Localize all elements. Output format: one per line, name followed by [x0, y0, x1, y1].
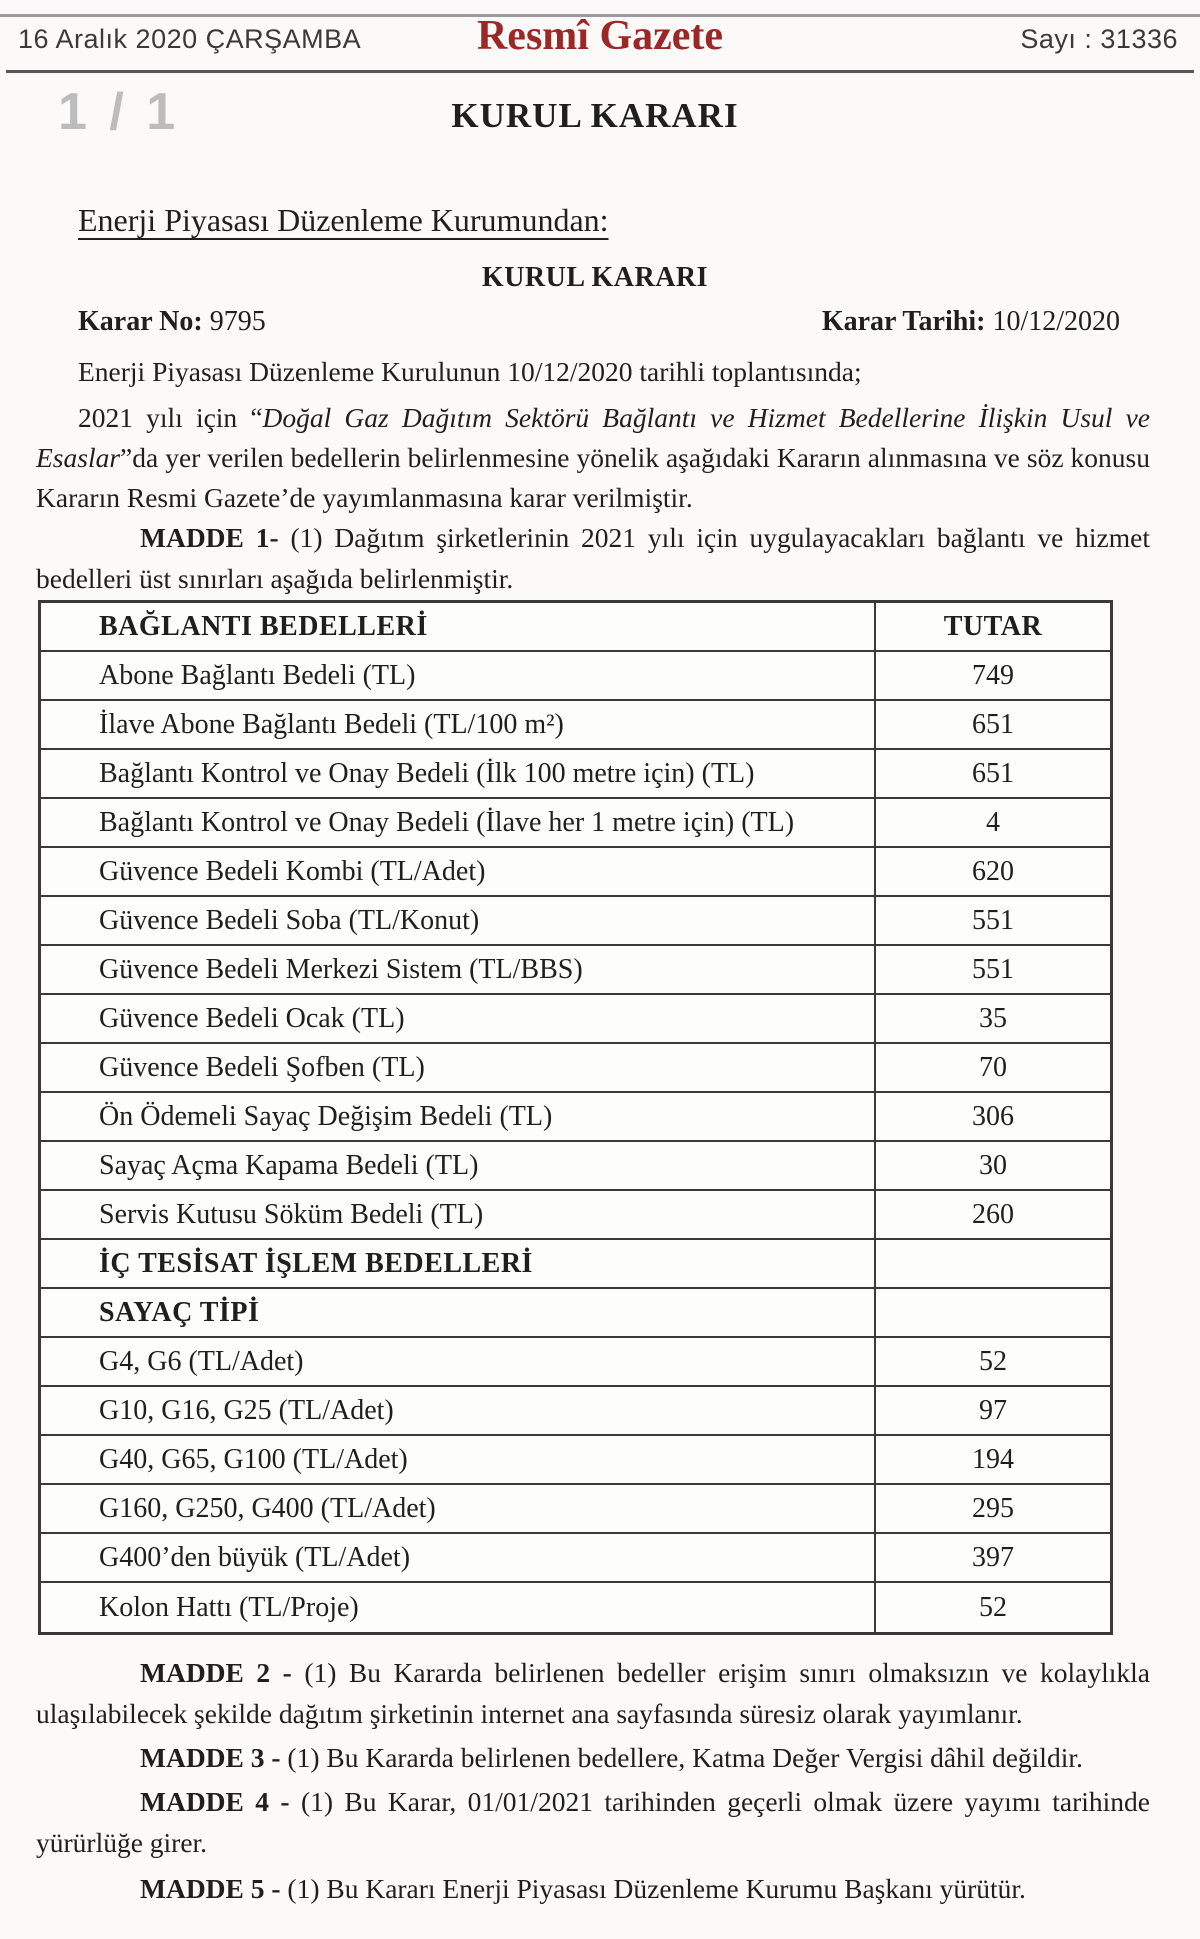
- fee-label: Güvence Bedeli Kombi (TL/Adet): [41, 848, 876, 895]
- article-4-label: MADDE 4 -: [140, 1786, 290, 1817]
- fee-value: 35: [979, 1002, 1007, 1034]
- table-row: [41, 848, 1110, 897]
- fee-value: TUTAR: [943, 610, 1043, 642]
- table-row: [41, 1436, 1110, 1485]
- fee-label: Kolon Hattı (TL/Proje): [41, 1583, 876, 1632]
- fee-label: G40, G65, G100 (TL/Adet): [41, 1436, 876, 1483]
- fee-value: 295: [972, 1492, 1014, 1524]
- fee-value: 651: [972, 757, 1014, 789]
- table-row: [41, 1583, 1110, 1632]
- fee-label: Sayaç Açma Kapama Bedeli (TL): [41, 1142, 876, 1189]
- fee-value: [876, 1289, 1110, 1336]
- table-row: [41, 946, 1110, 995]
- table-row: [41, 1338, 1110, 1387]
- fee-label: BAĞLANTI BEDELLERİ: [41, 603, 876, 650]
- decision-number-label: Karar No:: [78, 306, 203, 337]
- fee-value: 306: [972, 1100, 1014, 1132]
- fee-value: 30: [979, 1149, 1007, 1181]
- fee-label: G160, G250, G400 (TL/Adet): [41, 1485, 876, 1532]
- table-row: [41, 1485, 1110, 1534]
- fee-value: 551: [972, 904, 1014, 936]
- fee-label: Güvence Bedeli Şofben (TL): [41, 1044, 876, 1091]
- intro-paragraph: Enerji Piyasası Düzenleme Kurulunun 10/12/2020 tarihli toplantısında;: [78, 356, 862, 387]
- fee-value: [876, 1240, 1110, 1287]
- article-1-text: (1) Dağıtım şirketlerinin 2021 yılı için uygulayacakları bağlantı ve hizmet bedelleri üst sınırları aşağıda belirlenmiştir.: [36, 522, 1150, 594]
- decision-number-value: 9795: [202, 306, 266, 337]
- article-4-text: (1) Bu Karar, 01/01/2021 tarihinden geçerli olmak üzere yayımı tarihinde yürürlüğe girer.: [36, 1786, 1150, 1858]
- fee-label: Servis Kutusu Söküm Bedeli (TL): [41, 1191, 876, 1238]
- article-3-text: (1) Bu Kararda belirlenen bedellere, Katma Değer Vergisi dâhil değildir.: [280, 1742, 1083, 1773]
- article-5-label: MADDE 5 -: [140, 1873, 281, 1904]
- fee-value: 194: [972, 1443, 1014, 1475]
- decision-title: KURUL KARARI: [451, 96, 739, 135]
- preamble-tail: ”da yer verilen bedellerin belirlenmesine yönelik aşağıdaki Kararın alınmasına ve söz konusu Kararın Resmi Gazete’de yayımlanmasına karar verilmiştir.: [36, 442, 1150, 513]
- table-row: [41, 1289, 1110, 1338]
- fees-table: [38, 600, 1113, 1635]
- fee-value: 749: [972, 659, 1014, 691]
- fee-value: 52: [979, 1591, 1007, 1623]
- preamble-regulation-name: Doğal Gaz Dağıtım Sektörü Bağlantı ve Hizmet Bedellerine İlişkin Usul ve Esaslar: [36, 402, 1150, 473]
- gazette-issue-number: Sayı : 31336: [1020, 24, 1178, 54]
- article-5-text: (1) Bu Kararı Enerji Piyasası Düzenleme Kurumu Başkanı yürütür.: [280, 1873, 1026, 1904]
- table-row: [41, 995, 1110, 1044]
- article-2-label: MADDE 2 -: [140, 1657, 292, 1688]
- fee-value: 97: [979, 1394, 1007, 1426]
- preamble-lead: 2021 yılı için “: [78, 402, 263, 433]
- decision-date: [822, 306, 1120, 338]
- fee-label: SAYAÇ TİPİ: [41, 1289, 876, 1336]
- decision-date-value: 10/12/2020: [985, 306, 1120, 337]
- masthead-rule: [6, 70, 1194, 73]
- fee-value: 397: [972, 1541, 1014, 1573]
- fee-value: 651: [972, 708, 1014, 740]
- gazette-date: 16 Aralık 2020 ÇARŞAMBA: [18, 24, 362, 54]
- table-row: [41, 1093, 1110, 1142]
- article-1: [36, 517, 1150, 599]
- fee-label: Ön Ödemeli Sayaç Değişim Bedeli (TL): [41, 1093, 876, 1140]
- fee-label: İÇ TESİSAT İŞLEM BEDELLERİ: [41, 1240, 876, 1287]
- table-row: [41, 1142, 1110, 1191]
- fee-label: Bağlantı Kontrol ve Onay Bedeli (İlk 100 metre için) (TL): [41, 750, 876, 797]
- authority-heading: Enerji Piyasası Düzenleme Kurumundan:: [78, 202, 609, 238]
- table-row: [41, 799, 1110, 848]
- article-2-text: (1) Bu Kararda belirlenen bedeller erişim sınırı olmaksızın ve kolaylıkla ulaşılabilecek şekilde dağıtım şirketinin internet ana sayfasında süresiz olarak yayımlanır.: [36, 1657, 1150, 1729]
- decision-number: [78, 306, 266, 338]
- table-row: [41, 750, 1110, 799]
- gazette-masthead-title: Resmî Gazete: [476, 13, 724, 59]
- table-row: [41, 1240, 1110, 1289]
- table-row: [41, 897, 1110, 946]
- article-4: [36, 1781, 1150, 1863]
- fee-label: Güvence Bedeli Soba (TL/Konut): [41, 897, 876, 944]
- article-5: [36, 1868, 1150, 1909]
- article-3-label: MADDE 3 -: [140, 1742, 281, 1773]
- article-3: [36, 1737, 1150, 1778]
- fee-label: Güvence Bedeli Ocak (TL): [41, 995, 876, 1042]
- fee-label: G10, G16, G25 (TL/Adet): [41, 1387, 876, 1434]
- table-row: [41, 701, 1110, 750]
- fee-label: G4, G6 (TL/Adet): [41, 1338, 876, 1385]
- fee-label: Abone Bağlantı Bedeli (TL): [41, 652, 876, 699]
- fee-label: Güvence Bedeli Merkezi Sistem (TL/BBS): [41, 946, 876, 993]
- table-row: [41, 1191, 1110, 1240]
- fee-value: 4: [986, 806, 1000, 838]
- table-row: [41, 1387, 1110, 1436]
- article-1-label: MADDE 1-: [140, 522, 279, 553]
- fee-value: 52: [979, 1345, 1007, 1377]
- decision-date-label: Karar Tarihi:: [821, 306, 986, 337]
- decision-subtitle: KURUL KARARI: [481, 262, 709, 293]
- fee-value: 551: [972, 953, 1014, 985]
- fee-label: Bağlantı Kontrol ve Onay Bedeli (İlave her 1 metre için) (TL): [41, 799, 876, 846]
- fee-value: 260: [972, 1198, 1014, 1230]
- article-2: [36, 1652, 1150, 1734]
- table-row: [41, 652, 1110, 701]
- fee-label: G400’den büyük (TL/Adet): [41, 1534, 876, 1581]
- preamble-paragraph: [36, 398, 1150, 518]
- fee-label: İlave Abone Bağlantı Bedeli (TL/100 m²): [41, 701, 876, 748]
- table-row: [41, 1044, 1110, 1093]
- fee-value: 620: [972, 855, 1014, 887]
- page-indicator: 1 / 1: [58, 83, 180, 141]
- table-row: [41, 1534, 1110, 1583]
- fee-value: 70: [979, 1051, 1007, 1083]
- table-row: [41, 603, 1110, 652]
